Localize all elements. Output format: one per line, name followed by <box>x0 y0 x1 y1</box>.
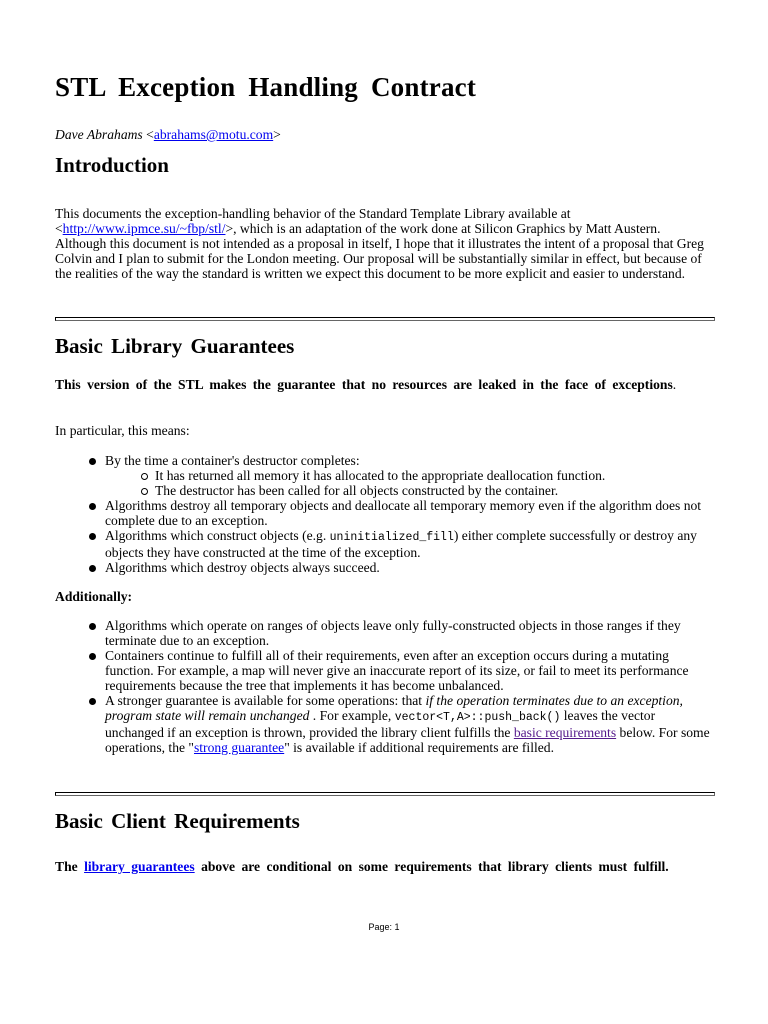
strong-guarantee-link[interactable]: strong guarantee <box>193 740 285 755</box>
stl-source-link[interactable]: http://www.ipmce.su/~fbp/stl/ <box>62 221 226 236</box>
list-item-text: Containers continue to fulfill all of their requirements, even after an exception occurs during a mutating function. For example, a map will never give an inaccurate report of its size, or fail to meet its performance requirements because the tree that implements it has become unbalanced. <box>105 648 689 693</box>
list-item-text-1: Algorithms which construct objects (e.g. <box>105 528 330 543</box>
list-item-text-1: A stronger guarantee is available for some operations: that <box>105 693 426 708</box>
basic-library-guarantees-heading: Basic Library Guarantees <box>55 334 295 358</box>
guarantee-list <box>55 453 713 575</box>
list-item-text: Algorithms destroy all temporary objects and deallocate all temporary memory even if the algorithm does not complete due to an exception. <box>105 498 702 528</box>
introduction-heading: Introduction <box>55 153 169 177</box>
intro-text-1: This documents the exception-handling behavior of the Standard Template Library available at < <box>55 206 571 236</box>
basic-client-requirements-heading: Basic Client Requirements <box>55 809 300 833</box>
email-open-bracket: < <box>146 127 154 142</box>
sub-list-item <box>105 468 713 483</box>
list-item <box>55 528 713 560</box>
list-item-text-5: " is available if additional requirements are filled. <box>284 740 554 755</box>
list-item <box>55 618 713 648</box>
library-guarantees-link[interactable]: library guarantees <box>84 859 195 874</box>
sub-list-item <box>105 483 713 498</box>
bullet-icon <box>89 653 96 660</box>
list-item <box>55 560 713 575</box>
horizontal-rule <box>55 792 715 796</box>
inline-code: vector<T,A>::push_back() <box>394 711 561 724</box>
bullet-icon <box>89 533 96 540</box>
client-requirements-paragraph <box>55 859 713 874</box>
additionally-label: Additionally: <box>55 589 133 604</box>
introduction-paragraph <box>55 206 713 281</box>
author-line <box>55 127 281 142</box>
circle-bullet-icon <box>141 488 148 495</box>
list-item-text-2: ) either complete successfully or destroy any objects they have constructed at the time of the exception. <box>105 528 697 560</box>
author-email-link[interactable]: abrahams@motu.com <box>153 127 274 142</box>
horizontal-rule <box>55 317 715 321</box>
list-item <box>55 648 713 693</box>
client-text-1: The <box>55 859 85 874</box>
additional-guarantee-list <box>55 618 713 755</box>
sub-list <box>105 468 713 498</box>
list-item <box>55 498 713 528</box>
author-name: Dave Abrahams <box>55 127 143 142</box>
in-particular-text: In particular, this means: <box>55 423 190 438</box>
list-item <box>55 453 713 498</box>
list-item-text: Algorithms which destroy objects always succeed. <box>105 560 380 575</box>
inline-code: uninitialized_fill <box>329 531 454 544</box>
guarantee-lead-paragraph <box>55 377 713 392</box>
italic-text: if the operation terminates due to an exception, program state will remain unchanged <box>105 693 683 723</box>
bullet-icon <box>89 623 96 630</box>
list-item-text: By the time a container's destructor completes: <box>105 453 360 468</box>
guarantee-lead-end: . <box>672 377 677 392</box>
email-close-bracket: > <box>273 127 281 142</box>
sub-list-item-text: The destructor has been called for all objects constructed by the container. <box>155 483 559 498</box>
client-text-2: above are conditional on some requirements that library clients must fulfill. <box>194 859 669 874</box>
sub-list-item-text: It has returned all memory it has allocated to the appropriate deallocation function. <box>155 468 606 483</box>
bullet-icon <box>89 565 96 572</box>
page-title: STL Exception Handling Contract <box>55 72 477 102</box>
guarantee-lead-bold: This version of the STL makes the guarantee that no resources are leaked in the face of exceptions <box>55 377 673 392</box>
bullet-icon <box>89 503 96 510</box>
list-item <box>55 693 713 755</box>
list-item-text-2: . For example, <box>309 708 395 723</box>
list-item-text-3: leaves the vector unchanged if an exception is thrown, provided the library client fulfills the <box>105 708 656 740</box>
circle-bullet-icon <box>141 473 148 480</box>
bullet-icon <box>89 458 96 465</box>
basic-requirements-link[interactable]: basic requirements <box>513 725 617 740</box>
list-item-text: Algorithms which operate on ranges of objects leave only fully-constructed objects in those ranges if they terminate due to an exception. <box>105 618 681 648</box>
page-number-footer: Page: 1 <box>368 922 400 932</box>
bullet-icon <box>89 698 96 705</box>
list-item-text-4: below. For some operations, the " <box>105 725 710 755</box>
intro-text-2: >, which is an adaptation of the work done at Silicon Graphics by Matt Austern. Although this document is not intended as a proposal in itself, I hope that it illustrates the intent of a proposal that Greg Colvin and I plan to submit for the London meeting. Our proposal will be substantially similar in effect, but because of the realities of the way the standard is written we expect this document to be more explicit and easier to understand. <box>55 221 704 281</box>
